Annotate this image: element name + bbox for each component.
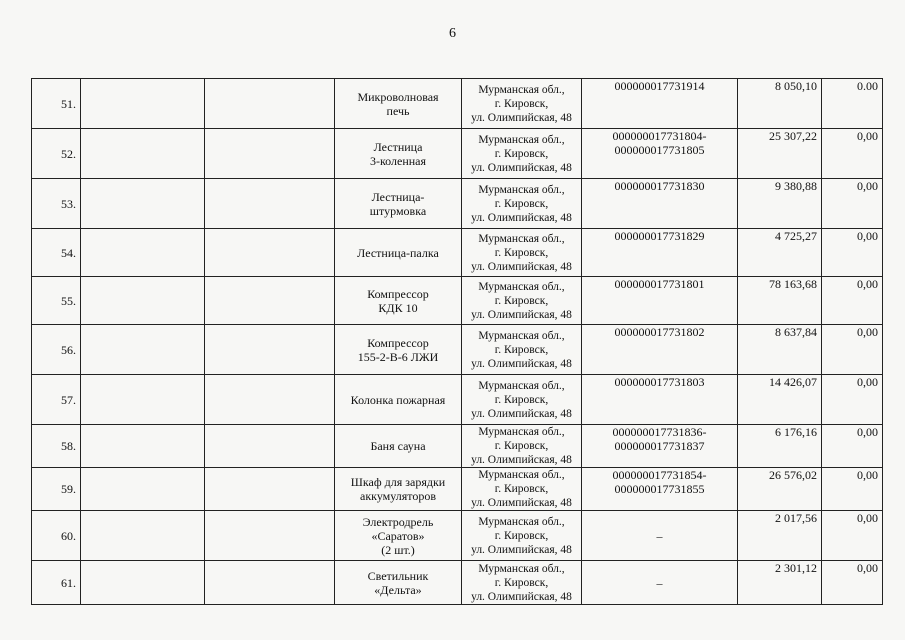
address-line: ул. Олимпийская, 48 [471,407,572,420]
empty-cell [205,277,335,325]
address-line: Мурманская обл., [478,232,565,245]
num-text: 51. [61,96,76,111]
item-name-cell [335,375,462,425]
num-text: 59. [61,482,76,496]
inventory-line: – [656,575,663,590]
table-row [32,375,883,425]
depreciation-text: 0,00 [857,468,878,482]
address-line: Мурманская обл., [478,515,565,528]
address-line: ул. Олимпийская, 48 [471,161,572,174]
name-line: «Дельта» [374,582,422,597]
item-name-cell [335,179,462,229]
inventory-line: 000000017731914 [614,79,705,93]
depreciation-cell [822,129,883,179]
table-row [32,179,883,229]
table-row [32,129,883,179]
inventory-line: 000000017731855 [614,482,705,496]
empty-cell [205,425,335,468]
address-line: г. Кировск, [494,576,549,589]
address-line: г. Кировск, [494,483,549,495]
name-line: Лестница-палка [357,245,439,260]
row-number-cell [32,179,81,229]
inventory-line: 000000017731804- [612,129,707,143]
cost-text: 14 426,07 [769,375,817,389]
name-line: Светильник [367,568,429,583]
empty-cell [205,561,335,605]
cost-text: 78 163,68 [769,277,817,291]
cost-cell [738,325,822,375]
address-line: г. Кировск, [494,393,549,406]
cost-cell [738,561,822,605]
address-cell [462,277,582,325]
depreciation-text: 0.00 [857,79,878,93]
name-line: КДК 10 [378,300,418,315]
row-number-cell [32,129,81,179]
inventory-line: 000000017731836- [612,425,707,439]
name-line: Лестница [373,139,423,154]
name-line: 155-2-В-6 ЛЖИ [357,349,439,364]
depreciation-cell [822,561,883,605]
address-cell [462,179,582,229]
address-line: ул. Олимпийская, 48 [471,260,572,273]
address-line: Мурманская обл., [478,83,565,96]
name-line: Колонка пожарная [350,392,446,407]
empty-cell [205,511,335,561]
item-name-cell [335,561,462,605]
address-line: г. Кировск, [494,440,549,452]
empty-cell [81,561,205,605]
address-line: ул. Олимпийская, 48 [471,111,572,124]
inventory-number-cell [582,425,738,468]
row-number-cell [32,277,81,325]
inventory-number-cell [582,561,738,605]
empty-cell [81,325,205,375]
address-cell [462,511,582,561]
address-line: г. Кировск, [494,147,549,160]
item-name-cell [335,277,462,325]
address-line: г. Кировск, [494,97,549,110]
inventory-number-cell [582,375,738,425]
depreciation-text: 0,00 [857,425,878,439]
name-line: Компрессор [367,286,429,301]
address-cell [462,229,582,277]
address-cell [462,79,582,129]
empty-cell [81,425,205,468]
item-name-cell [335,468,462,511]
address-line: Мурманская обл., [478,562,565,575]
cost-cell [738,468,822,511]
num-text: 56. [61,342,76,357]
empty-cell [81,468,205,511]
table-row [32,79,883,129]
address-line: ул. Олимпийская, 48 [471,497,572,509]
cost-cell [738,229,822,277]
depreciation-text: 0,00 [857,277,878,291]
num-text: 58. [61,439,76,453]
depreciation-cell [822,325,883,375]
inventory-table [31,78,883,605]
cost-cell [738,277,822,325]
address-cell [462,425,582,468]
address-line: г. Кировск, [494,343,549,356]
address-line: Мурманская обл., [478,469,565,481]
name-line: печь [386,103,410,118]
depreciation-cell [822,79,883,129]
address-cell [462,325,582,375]
depreciation-cell [822,468,883,511]
inventory-number-cell [582,129,738,179]
inventory-number-cell [582,229,738,277]
empty-cell [205,79,335,129]
name-line: штурмовка [369,203,427,218]
address-line: ул. Олимпийская, 48 [471,357,572,370]
depreciation-text: 0,00 [857,561,878,575]
table-row [32,468,883,511]
table-row [32,511,883,561]
address-cell [462,468,582,511]
inventory-number-cell [582,79,738,129]
depreciation-text: 0,00 [857,511,878,525]
address-line: г. Кировск, [494,197,549,210]
address-cell [462,129,582,179]
address-line: г. Кировск, [494,294,549,307]
cost-text: 2 017,56 [775,511,817,525]
address-line: Мурманская обл., [478,426,565,438]
item-name-cell [335,325,462,375]
inventory-line: 000000017731803 [614,375,705,389]
empty-cell [205,179,335,229]
item-name-cell [335,79,462,129]
num-text: 54. [61,245,76,260]
cost-cell [738,79,822,129]
table-row [32,425,883,468]
depreciation-cell [822,229,883,277]
item-name-cell [335,229,462,277]
empty-cell [205,468,335,511]
cost-text: 4 725,27 [775,229,817,243]
row-number-cell [32,375,81,425]
num-text: 53. [61,196,76,211]
inventory-line: – [656,528,663,543]
cost-text: 2 301,12 [775,561,817,575]
row-number-cell [32,325,81,375]
address-line: Мурманская обл., [478,133,565,146]
depreciation-text: 0,00 [857,129,878,143]
table-row [32,325,883,375]
empty-cell [81,179,205,229]
row-number-cell [32,468,81,511]
inventory-number-cell [582,511,738,561]
empty-cell [205,325,335,375]
num-text: 52. [61,146,76,161]
name-line: Компрессор [367,335,429,350]
address-cell [462,561,582,605]
num-text: 61. [61,575,76,590]
item-name-cell [335,129,462,179]
inventory-line: 000000017731830 [614,179,705,193]
empty-cell [81,129,205,179]
name-line: Электродрель [362,514,434,529]
inventory-number-cell [582,468,738,511]
empty-cell [81,229,205,277]
empty-cell [205,229,335,277]
address-line: Мурманская обл., [478,379,565,392]
row-number-cell [32,229,81,277]
depreciation-cell [822,375,883,425]
depreciation-cell [822,277,883,325]
name-line: Микроволновая [357,89,439,104]
num-text: 57. [61,392,76,407]
inventory-line: 000000017731837 [614,439,705,453]
cost-text: 8 637,84 [775,325,817,339]
inventory-line: 000000017731801 [614,277,705,291]
cost-text: 8 050,10 [775,79,817,93]
cost-text: 25 307,22 [769,129,817,143]
name-line: (2 шт.) [381,542,415,557]
name-line: Лестница- [371,189,425,204]
cost-cell [738,375,822,425]
name-line: Баня сауна [370,439,426,453]
cost-cell [738,179,822,229]
inventory-line: 000000017731805 [614,143,705,157]
depreciation-text: 0,00 [857,229,878,243]
name-line: «Саратов» [371,528,425,543]
cost-text: 26 576,02 [769,468,817,482]
table-row [32,229,883,277]
address-line: ул. Олимпийская, 48 [471,454,572,466]
row-number-cell [32,425,81,468]
address-cell [462,375,582,425]
name-line: аккумуляторов [360,489,436,503]
depreciation-text: 0,00 [857,179,878,193]
inventory-line: 000000017731802 [614,325,705,339]
num-text: 55. [61,293,76,308]
depreciation-text: 0,00 [857,325,878,339]
address-line: ул. Олимпийская, 48 [471,308,572,321]
inventory-line: 000000017731854- [612,468,707,482]
address-line: г. Кировск, [494,246,549,259]
address-line: Мурманская обл., [478,329,565,342]
address-line: ул. Олимпийская, 48 [471,543,572,556]
depreciation-cell [822,511,883,561]
empty-cell [205,129,335,179]
table-row [32,561,883,605]
name-line: 3-коленная [369,153,427,168]
address-line: Мурманская обл., [478,183,565,196]
inventory-line: 000000017731829 [614,229,705,243]
name-line: Шкаф для зарядки [350,475,446,489]
item-name-cell [335,425,462,468]
num-text: 60. [61,528,76,543]
empty-cell [81,277,205,325]
address-line: Мурманская обл., [478,280,565,293]
depreciation-cell [822,179,883,229]
address-line: ул. Олимпийская, 48 [471,590,572,603]
address-line: ул. Олимпийская, 48 [471,211,572,224]
inventory-number-cell [582,179,738,229]
address-line: г. Кировск, [494,529,549,542]
inventory-number-cell [582,325,738,375]
empty-cell [205,375,335,425]
empty-cell [81,511,205,561]
item-name-cell [335,511,462,561]
empty-cell [81,79,205,129]
depreciation-cell [822,425,883,468]
row-number-cell [32,79,81,129]
row-number-cell [32,511,81,561]
cost-cell [738,129,822,179]
empty-cell [81,375,205,425]
table-row [32,277,883,325]
row-number-cell [32,561,81,605]
cost-cell [738,425,822,468]
inventory-number-cell [582,277,738,325]
depreciation-text: 0,00 [857,375,878,389]
cost-text: 9 380,88 [775,179,817,193]
cost-text: 6 176,16 [775,425,817,439]
cost-cell [738,511,822,561]
page-number: 6 [449,26,456,41]
